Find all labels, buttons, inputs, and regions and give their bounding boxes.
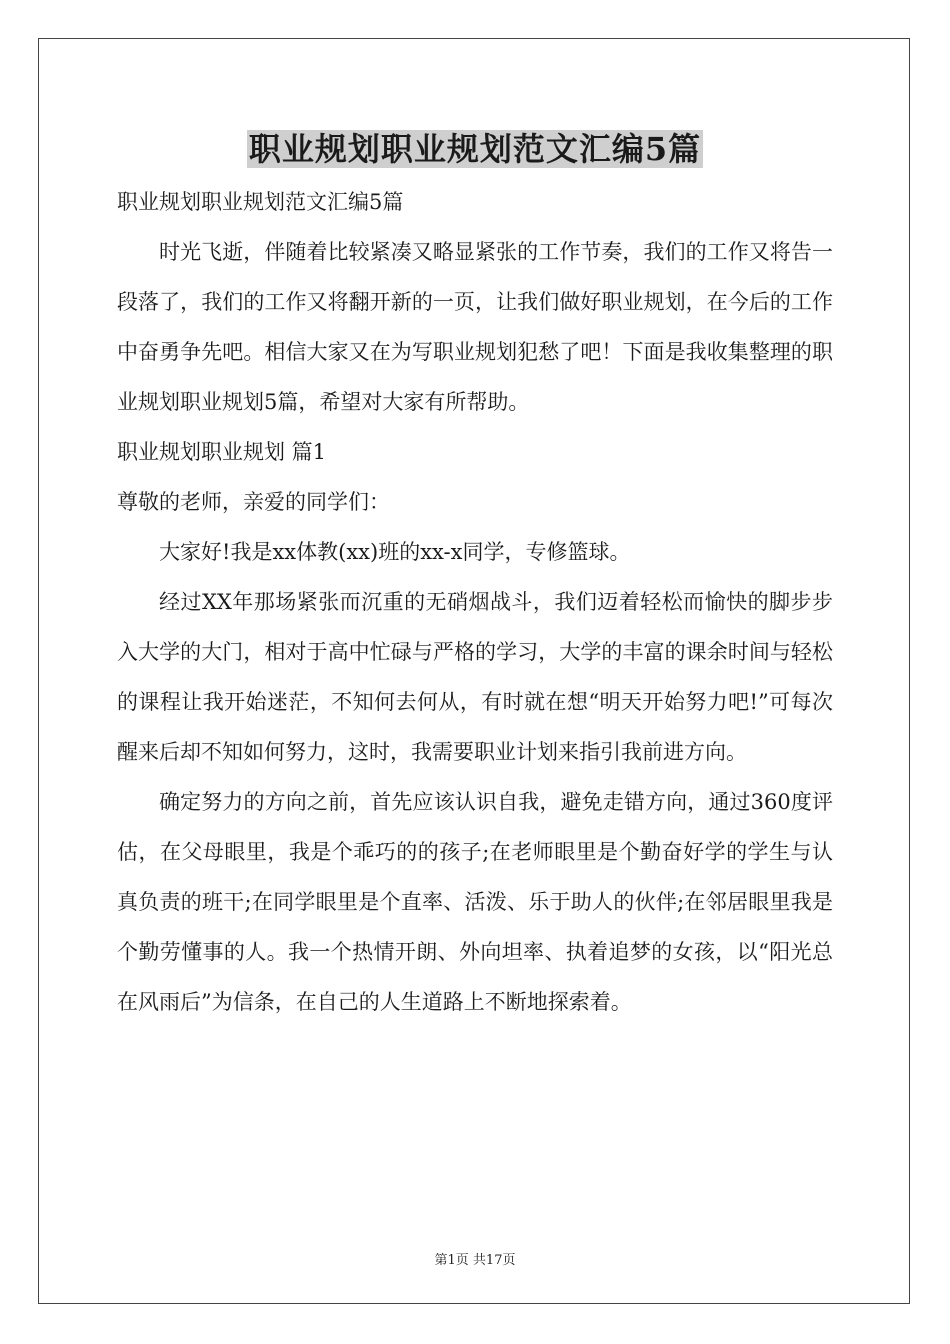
page-number: 第1页 共17页 — [434, 1253, 516, 1268]
document-body — [117, 177, 833, 1027]
salutation: 尊敬的老师，亲爱的同学们： — [117, 490, 390, 514]
document-title: 职业规划职业规划范文汇编5篇 — [248, 130, 702, 168]
body-paragraph: 确定努力的方向之前，首先应该认识自我，避免走错方向，通过360度评估，在父母眼里，我是个乖巧的的孩子;在老师眼里是个勤奋好学的学生与认真负责的班干;在同学眼里是个直率、活泼、乐于助人的伙伴;在邻居眼里我是个勤劳懂事的人。我一个热情开朗、外向坦率、执着追梦的女孩，以“阳光总在风雨后”为信条，在自己的人生道路上不断地探索着。 — [117, 790, 833, 1014]
section-heading: 职业规划职业规划 篇1 — [117, 440, 327, 464]
greeting-paragraph: 大家好!我是xx体教(xx)班的xx-x同学，专修篮球。 — [159, 540, 631, 564]
body-paragraph: 经过XX年那场紧张而沉重的无硝烟战斗，我们迈着轻松而愉快的脚步步入大学的大门，相对于高中忙碌与严格的学习，大学的丰富的课余时间与轻松的课程让我开始迷茫，不知何去何从，有时就在想“明天开始努力吧!”可每次醒来后却不知如何努力，这时，我需要职业计划来指引我前进方向。 — [117, 590, 833, 764]
intro-paragraph: 时光飞逝，伴随着比较紧凑又略显紧张的工作节奏，我们的工作又将告一段落了，我们的工作又将翻开新的一页，让我们做好职业规划，在今后的工作中奋勇争先吧。相信大家又在为写职业规划犯愁了吧！下面是我收集整理的职业规划职业规划5篇，希望对大家有所帮助。 — [117, 240, 833, 414]
subtitle-line: 职业规划职业规划范文汇编5篇 — [117, 190, 404, 214]
